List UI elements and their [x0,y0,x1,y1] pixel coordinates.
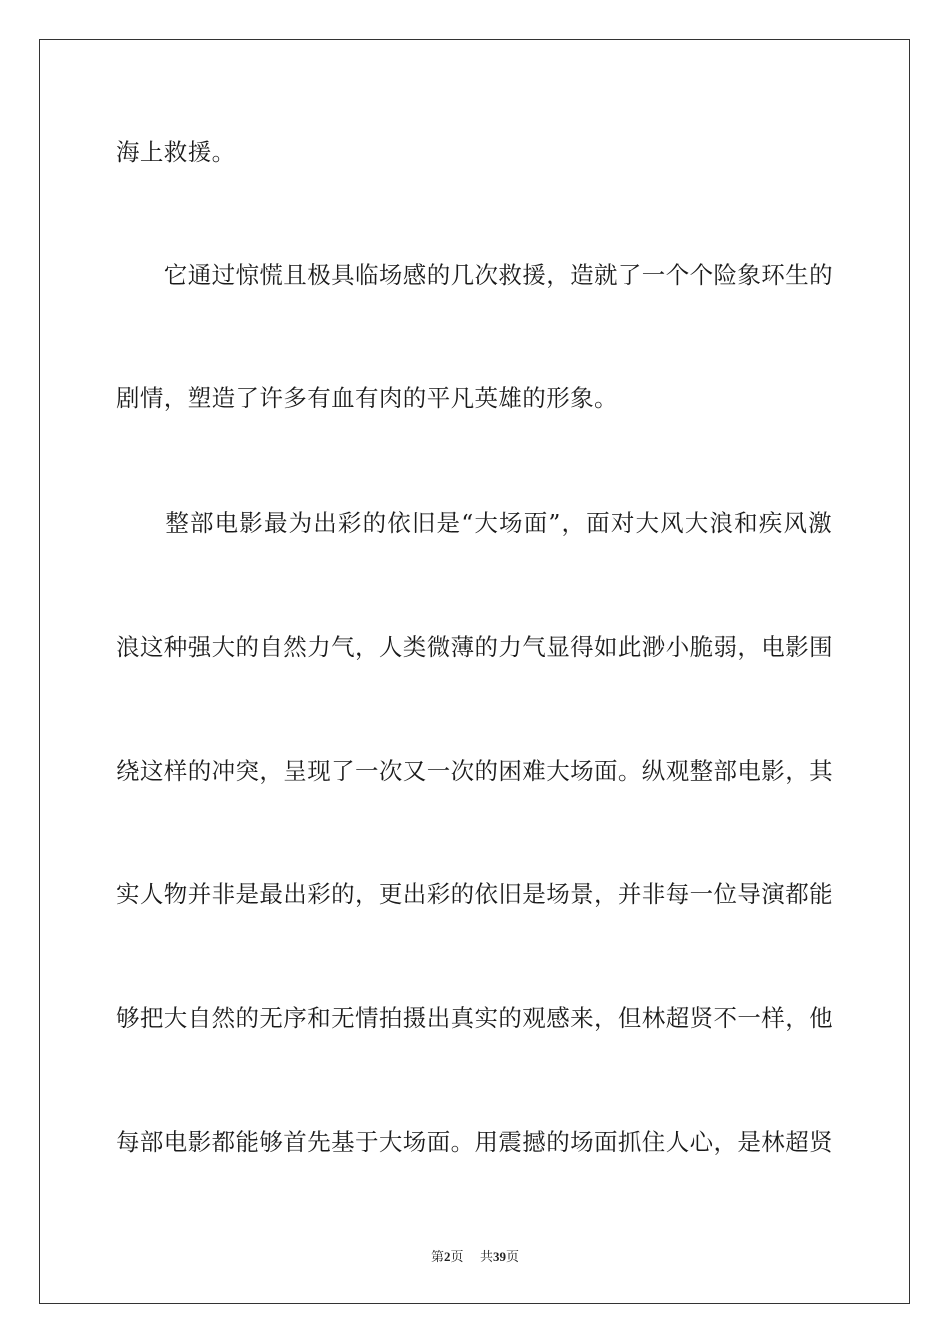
page-border [39,39,910,1304]
text-line-3: 剧情，塑造了许多有血有肉的平凡英雄的形象。 [116,384,618,412]
page-footer [0,1248,950,1267]
text-line-8: 够把大自然的无序和无情拍摄出真实的观感来，但林超贤不一样，他 [116,1004,833,1032]
text-line-5: 浪这种强大的自然力气，人类微薄的力气显得如此渺小脆弱，电影围 [116,633,833,661]
page-prefix: 第 [430,1250,444,1265]
total-suffix: 页 [506,1250,520,1265]
text-line-1: 海上救援。 [116,138,236,166]
text-line-9: 每部电影都能够首先基于大场面。用震撼的场面抓住人心，是林超贤 [116,1128,833,1156]
text-line-7: 实人物并非是最出彩的，更出彩的依旧是场景，并非每一位导演都能 [116,880,833,908]
text-line-6: 绕这样的冲突，呈现了一次又一次的困难大场面。纵观整部电影，其 [116,757,833,785]
text-line-2: 它通过惊慌且极具临场感的几次救援，造就了一个个险象环生的 [116,261,833,289]
text-line-4: 整部电影最为出彩的依旧是“大场面”，面对大风大浪和疾风激 [116,509,832,537]
total-prefix: 共 [480,1250,494,1265]
page-number: 2 [443,1249,451,1264]
total-pages: 39 [493,1249,507,1264]
page-suffix: 页 [450,1250,464,1265]
